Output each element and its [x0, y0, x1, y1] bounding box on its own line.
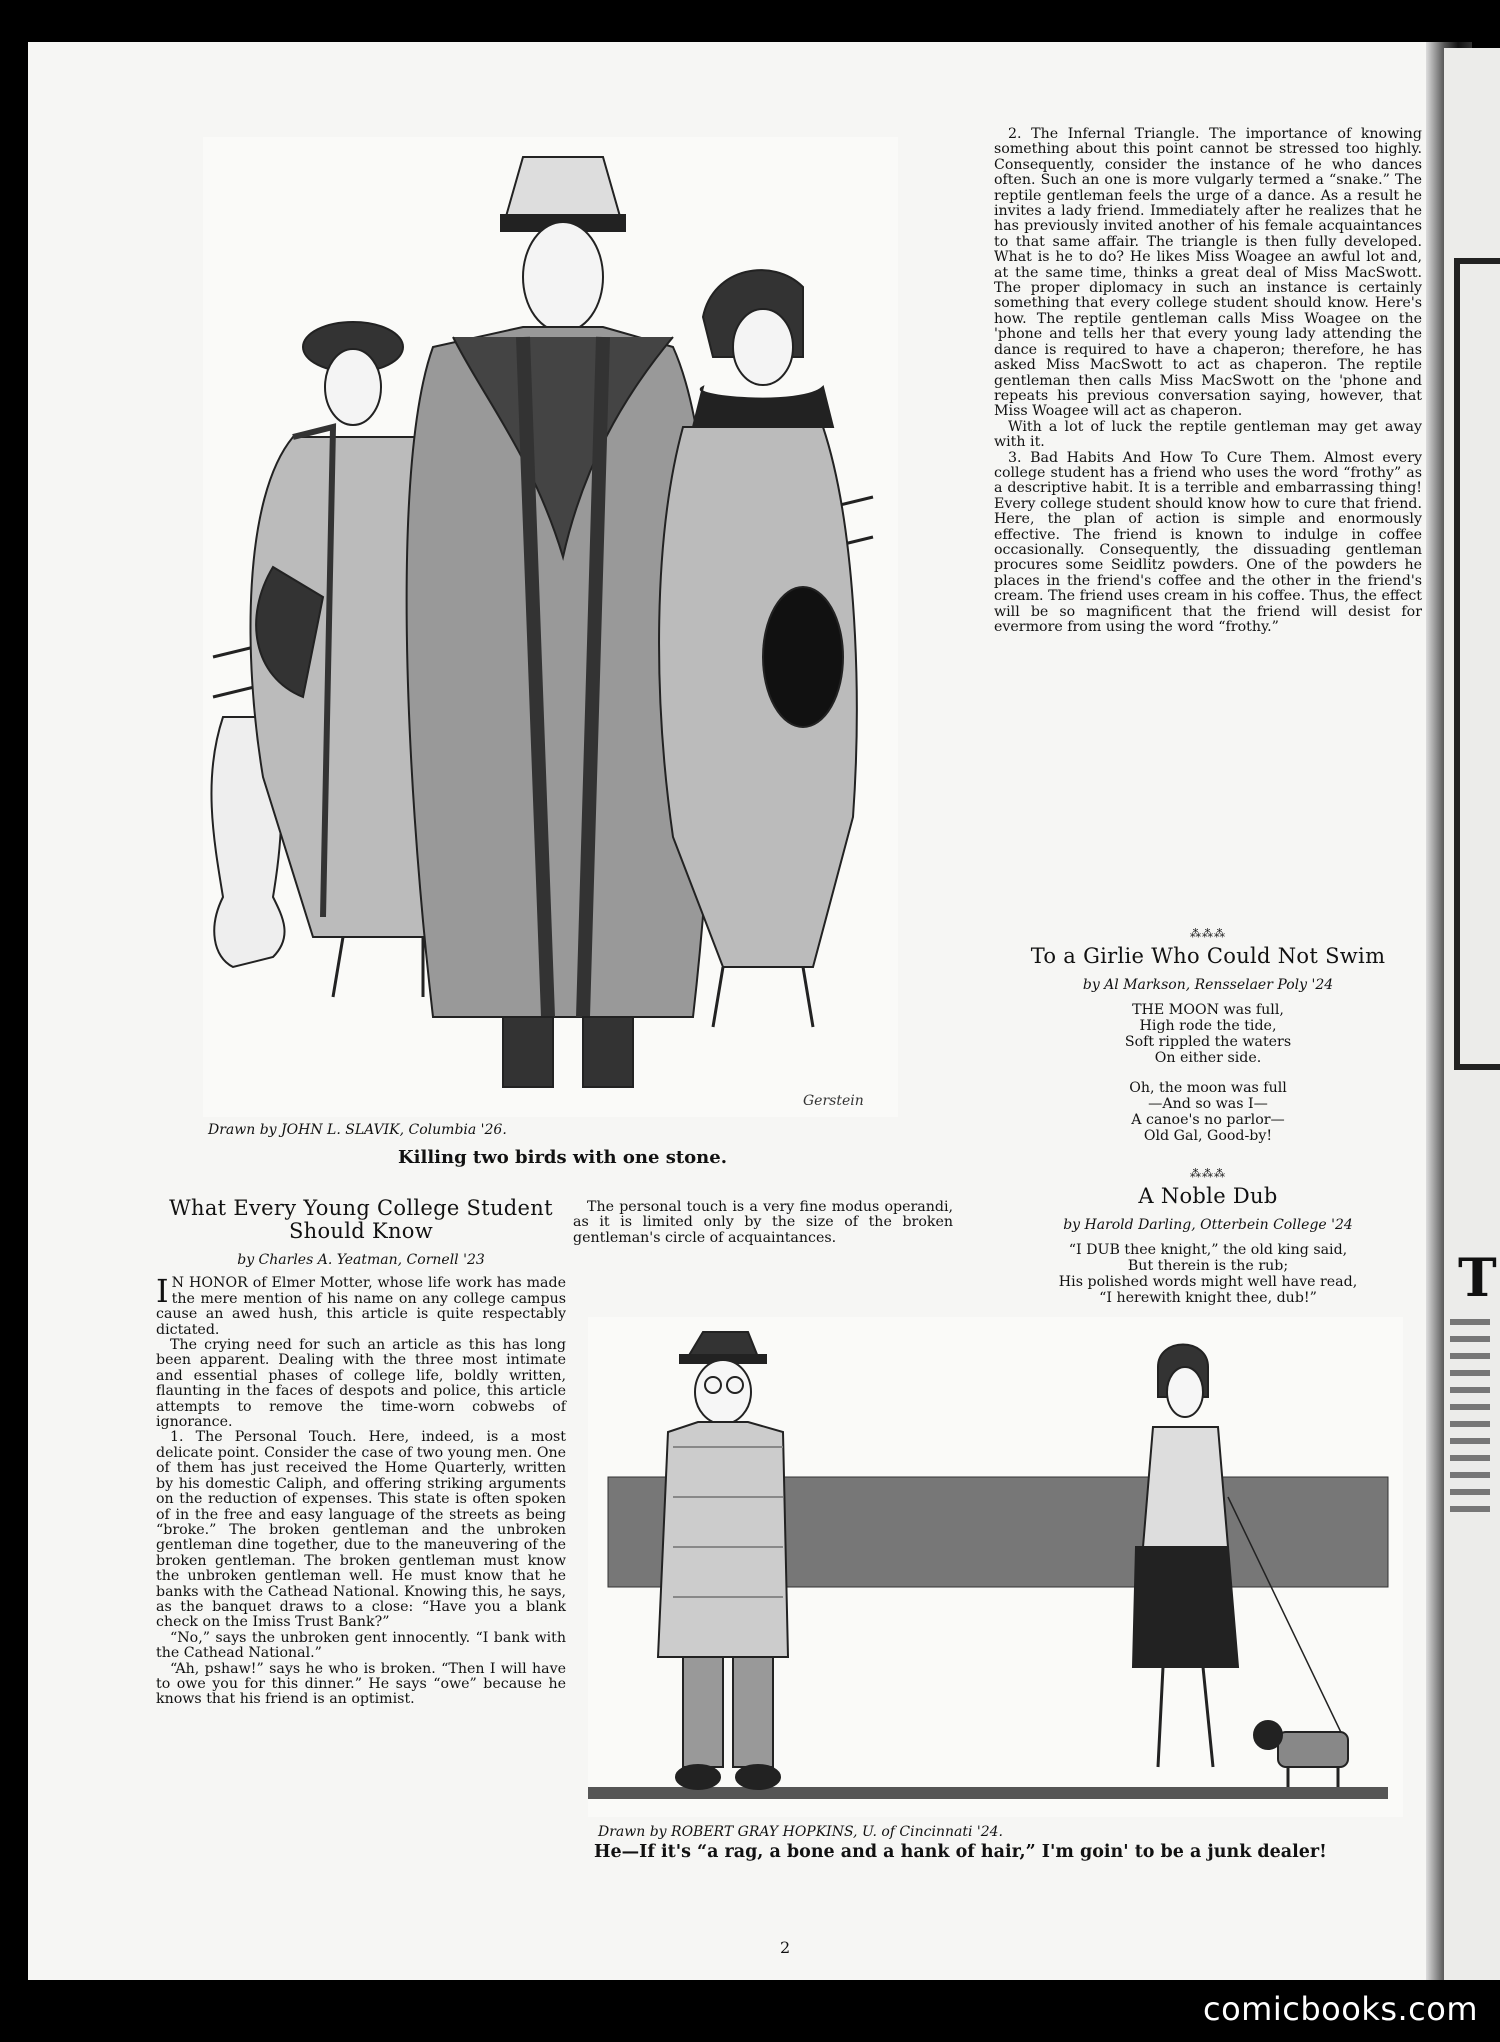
man-and-woman-with-dog-drawing	[588, 1317, 1403, 1817]
poem-line: Old Gal, Good-by!	[1143, 1127, 1273, 1144]
poem-line: High rode the tide,	[1139, 1017, 1277, 1034]
poem-girlie	[994, 922, 1422, 1144]
poem-noble-dub	[994, 1162, 1422, 1306]
article-paragraph-9: 3. Bad Habits And How To Cure Them. Almost every college student has a friend who uses the word “frothy” as a descriptive habit. It is a terrible and embarrassing thing! Every college student should know how to cure that friend. Here, the plan of action is simple and enormously effective. The friend is known to indulge in coffee occasionally. Consequently, the dissuading gentleman procures some Seidlitz powders. One of the powders he places in the friend's coffee and the other in the friend's cream. The friend uses cream in his coffee. Thus, the effect will be so magnificent that the friend will desist for evermore from using the word “frothy.”	[994, 449, 1422, 635]
poem-line: But therein is the rub;	[1127, 1257, 1289, 1274]
top-illustration-credit: Drawn by JOHN L. SLAVIK, Columbia '26.	[208, 1122, 507, 1138]
poem-line: Oh, the moon was full	[1129, 1079, 1287, 1096]
poem-noble-dub-title: A Noble Dub	[1138, 1184, 1278, 1209]
poem-girlie-text	[994, 1002, 1422, 1144]
bottom-illustration-credit: Drawn by ROBERT GRAY HOPKINS, U. of Cincinnati '24.	[598, 1824, 1003, 1840]
poem-stanza-break	[994, 1066, 1422, 1080]
bottom-illustration	[588, 1317, 1403, 1817]
drop-cap: I	[156, 1272, 169, 1311]
three-figures-drawing	[203, 137, 898, 1117]
article-byline: by Charles A. Yeatman, Cornell '23	[237, 1252, 485, 1268]
article-paragraph-2: The crying need for such an article as this has long been apparent. Dealing with the three most intimate and essential phases of college life, boldly written, flaunting in the faces of despots and police, this article attempts to remove the time-worn cobwebs of ignorance.	[156, 1337, 566, 1431]
adjacent-page-edge	[1444, 48, 1500, 1980]
article-paragraph-6: The personal touch is a very fine modus operandi, as it is limited only by the size of the broken gentleman's circle of acquaintances.	[573, 1200, 953, 1246]
article-paragraph-5: “Ah, pshaw!” says he who is broken. “Then I will have to owe you for this dinner.” He says “owe” because he knows that his friend is an optimist.	[156, 1660, 566, 1708]
poem-line: A canoe's no parlor—	[1131, 1111, 1285, 1128]
artist-signature: Gerstein	[803, 1093, 864, 1109]
poem-line: Soft rippled the waters	[1124, 1033, 1292, 1050]
article-opening-paragraph	[156, 1272, 566, 1338]
poem-line: THE MOON was full,	[1132, 1001, 1284, 1018]
scanned-page	[28, 42, 1440, 1980]
poem-line: His polished words might well have read,	[1058, 1273, 1358, 1290]
adjacent-page-text-fragment	[1450, 1308, 1500, 1523]
article-title: What Every Young College Student Should Know	[169, 1196, 553, 1243]
poem-girlie-title: To a Girlie Who Could Not Swim	[1030, 944, 1386, 969]
top-illustration-caption: Killing two birds with one stone.	[398, 1147, 727, 1168]
article-paragraph-8: With a lot of luck the reptile gentleman may get away with it.	[994, 418, 1422, 451]
poem-girlie-byline: by Al Markson, Rensselaer Poly '24	[1082, 977, 1334, 994]
adjacent-page-dropcap: T	[1458, 1248, 1497, 1309]
watermark: comicbooks.com	[1202, 1990, 1478, 2028]
poem-line: “I herewith knight thee, dub!”	[1099, 1289, 1317, 1306]
poem-noble-dub-text	[994, 1242, 1422, 1306]
article-column-3	[994, 127, 1422, 947]
article-paragraph-4: “No,” says the unbroken gent innocently. “I bank with the Cathead National.”	[156, 1629, 566, 1662]
section-ornament: ⁂⁂⁂	[1190, 1167, 1226, 1180]
poem-line: On either side.	[1154, 1049, 1262, 1066]
adjacent-page-frame	[1454, 258, 1500, 1070]
poem-noble-dub-byline: by Harold Darling, Otterbein College '24	[1063, 1217, 1353, 1234]
poem-line: “I DUB thee knight,” the old king said,	[1068, 1241, 1348, 1258]
poem-line: —And so was I—	[1148, 1095, 1268, 1112]
article-column-1	[156, 1197, 566, 1917]
magazine-page	[28, 42, 1426, 1980]
article-paragraph-7: 2. The Infernal Triangle. The importance of knowing something about this point cannot be stressed too highly. Consequently, consider the instance of he who dances often. Such an one is more vulgarly termed a “snake.” The reptile gentleman feels the urge of a dance. As a result he invites a lady friend. Immediately after he realizes that he has previously invited another of his female acquaintances to that same affair. The triangle is then fully developed. What is he to do? He likes Miss Woagee an awful lot and, at the same time, thinks a great deal of Miss MacSwott. The proper diplomacy in such an instance is certainly something that every college student should know. Here's how. The reptile gentleman calls Miss Woagee on the 'phone and tells her that every young lady attending the dance is required to have a chaperon; therefore, he has asked Miss MacSwott to act as chaperon. The reptile gentleman then calls Miss MacSwott on the 'phone and repeats his previous conversation saying, however, that Miss Woagee will act as chaperon.	[994, 127, 1422, 420]
page-number: 2	[780, 1938, 791, 1957]
article-column-2	[573, 1200, 953, 1310]
section-ornament: ⁂⁂⁂	[1190, 927, 1226, 940]
top-illustration	[203, 137, 898, 1117]
article-paragraph-3: 1. The Personal Touch. Here, indeed, is a most delicate point. Consider the case of two young men. One of them has just received the Home Quarterly, written by his domestic Caliph, and offering striking arguments on the reduction of expenses. This state is often spoken of in the free and easy language of the streets as being “broke.” The broken gentleman and the unbroken gentleman dine together, due to the maneuvering of the broken gentleman. The broken gentleman must know the unbroken gentleman well. He must know that he banks with the Cathead National. Knowing this, he says, as the banquet draws to a close: “Have you a blank check on the Imiss Trust Bank?”	[156, 1429, 566, 1631]
article-paragraph-1: N HONOR of Elmer Motter, whose life work has made the mere mention of his name on any college campus cause an awed hush, this article is quite respectably dictated.	[156, 1275, 566, 1338]
bottom-illustration-caption: He—If it's “a rag, a bone and a hank of hair,” I'm goin' to be a junk dealer!	[594, 1842, 1327, 1862]
